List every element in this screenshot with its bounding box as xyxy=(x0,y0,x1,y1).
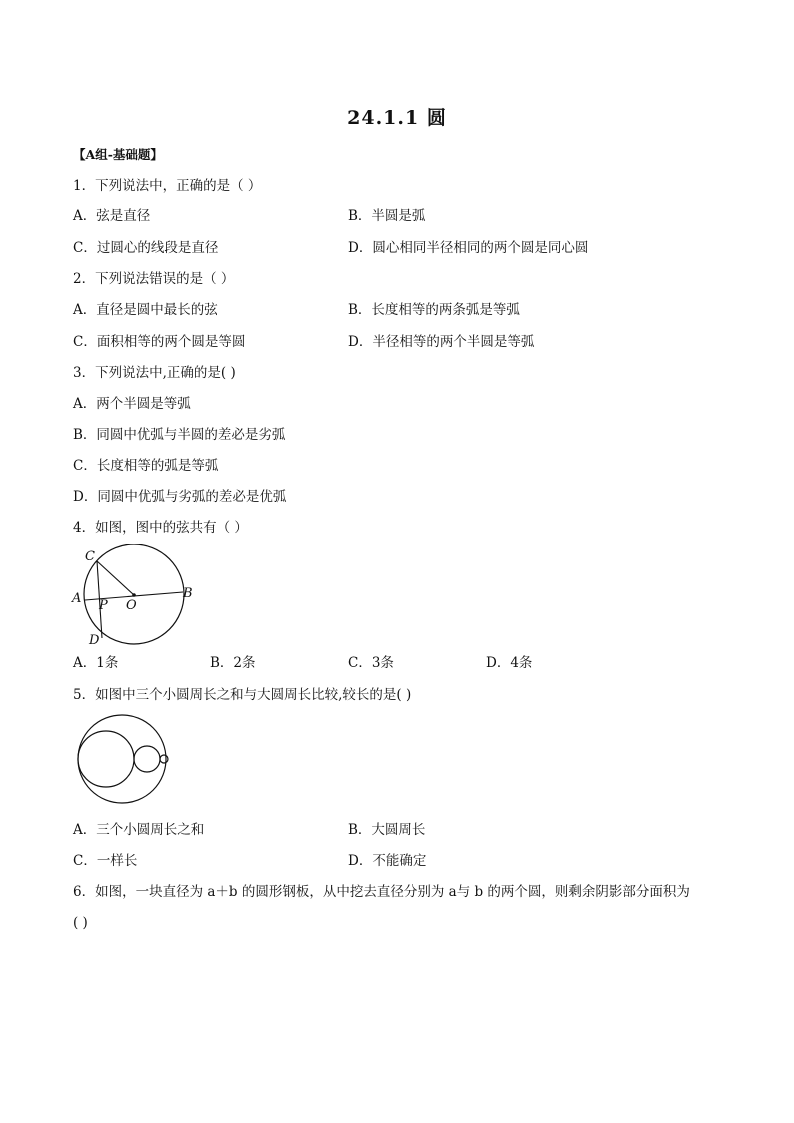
q4-option-a: A．1条 xyxy=(73,655,119,671)
q2-option-b: B．长度相等的两条弧是等弧 xyxy=(348,302,520,318)
label-c: C xyxy=(85,549,95,564)
question-3-stem: 3．下列说法中,正确的是( ) xyxy=(73,365,236,381)
label-b: B xyxy=(183,586,193,601)
label-o: O xyxy=(126,598,137,613)
section-heading: 【A组-基础题】 xyxy=(73,147,163,162)
radius-co xyxy=(97,561,134,595)
question-6-stem-continued: ( ) xyxy=(73,915,88,931)
q1-option-d: D．圆心相同半径相同的两个圆是同心圆 xyxy=(348,240,589,256)
circle-chord-figure xyxy=(68,544,198,650)
q3-option-c: C．长度相等的弧是等弧 xyxy=(73,458,219,474)
q1-option-c: C．过圆心的线段是直径 xyxy=(73,240,219,256)
q1-option-a: A．弦是直径 xyxy=(73,208,151,224)
question-5-stem: 5．如图中三个小圆周长之和与大圆周长比较,较长的是( ) xyxy=(73,687,412,703)
q3-option-b: B．同圆中优弧与半圆的差必是劣弧 xyxy=(73,427,286,443)
q4-option-b: B．2条 xyxy=(210,655,256,671)
q3-option-a: A．两个半圆是等弧 xyxy=(73,396,191,412)
center-point xyxy=(132,593,136,597)
q2-option-c: C．面积相等的两个圆是等圆 xyxy=(73,334,246,350)
q5-option-c: C．一样长 xyxy=(73,853,138,869)
q4-option-c: C．3条 xyxy=(348,655,394,671)
label-d: D xyxy=(89,633,100,648)
label-p: P xyxy=(99,598,108,613)
q5-option-a: A．三个小圆周长之和 xyxy=(73,822,205,838)
large-circle xyxy=(78,715,166,803)
question-1-stem: 1．下列说法中，正确的是（ ） xyxy=(73,178,262,194)
small-circle-2 xyxy=(134,746,160,772)
q5-option-b: B．大圆周长 xyxy=(348,822,426,838)
question-4-stem: 4．如图，图中的弦共有（ ） xyxy=(73,520,248,536)
q5-option-d: D．不能确定 xyxy=(348,853,427,869)
q2-option-a: A．直径是圆中最长的弦 xyxy=(73,302,218,318)
question-6-stem: 6．如图，一块直径为 a＋b 的圆形钢板，从中挖去直径分别为 a与 b 的两个圆，则剩余阴影部分面积为 xyxy=(73,884,690,900)
q4-option-d: D．4条 xyxy=(486,655,533,671)
q1-option-b: B．半圆是弧 xyxy=(348,208,426,224)
q3-option-d: D．同圆中优弧与劣弧的差必是优弧 xyxy=(73,489,287,505)
page-title: 24.1.1 圆 xyxy=(347,107,447,129)
nested-circles-figure xyxy=(76,713,176,805)
question-2-stem: 2．下列说法错误的是（ ） xyxy=(73,271,235,287)
q2-option-d: D．半径相等的两个半圆是等弧 xyxy=(348,334,535,350)
small-circle-1 xyxy=(78,731,134,787)
small-circle-3 xyxy=(160,755,168,763)
label-a: A xyxy=(72,591,82,606)
